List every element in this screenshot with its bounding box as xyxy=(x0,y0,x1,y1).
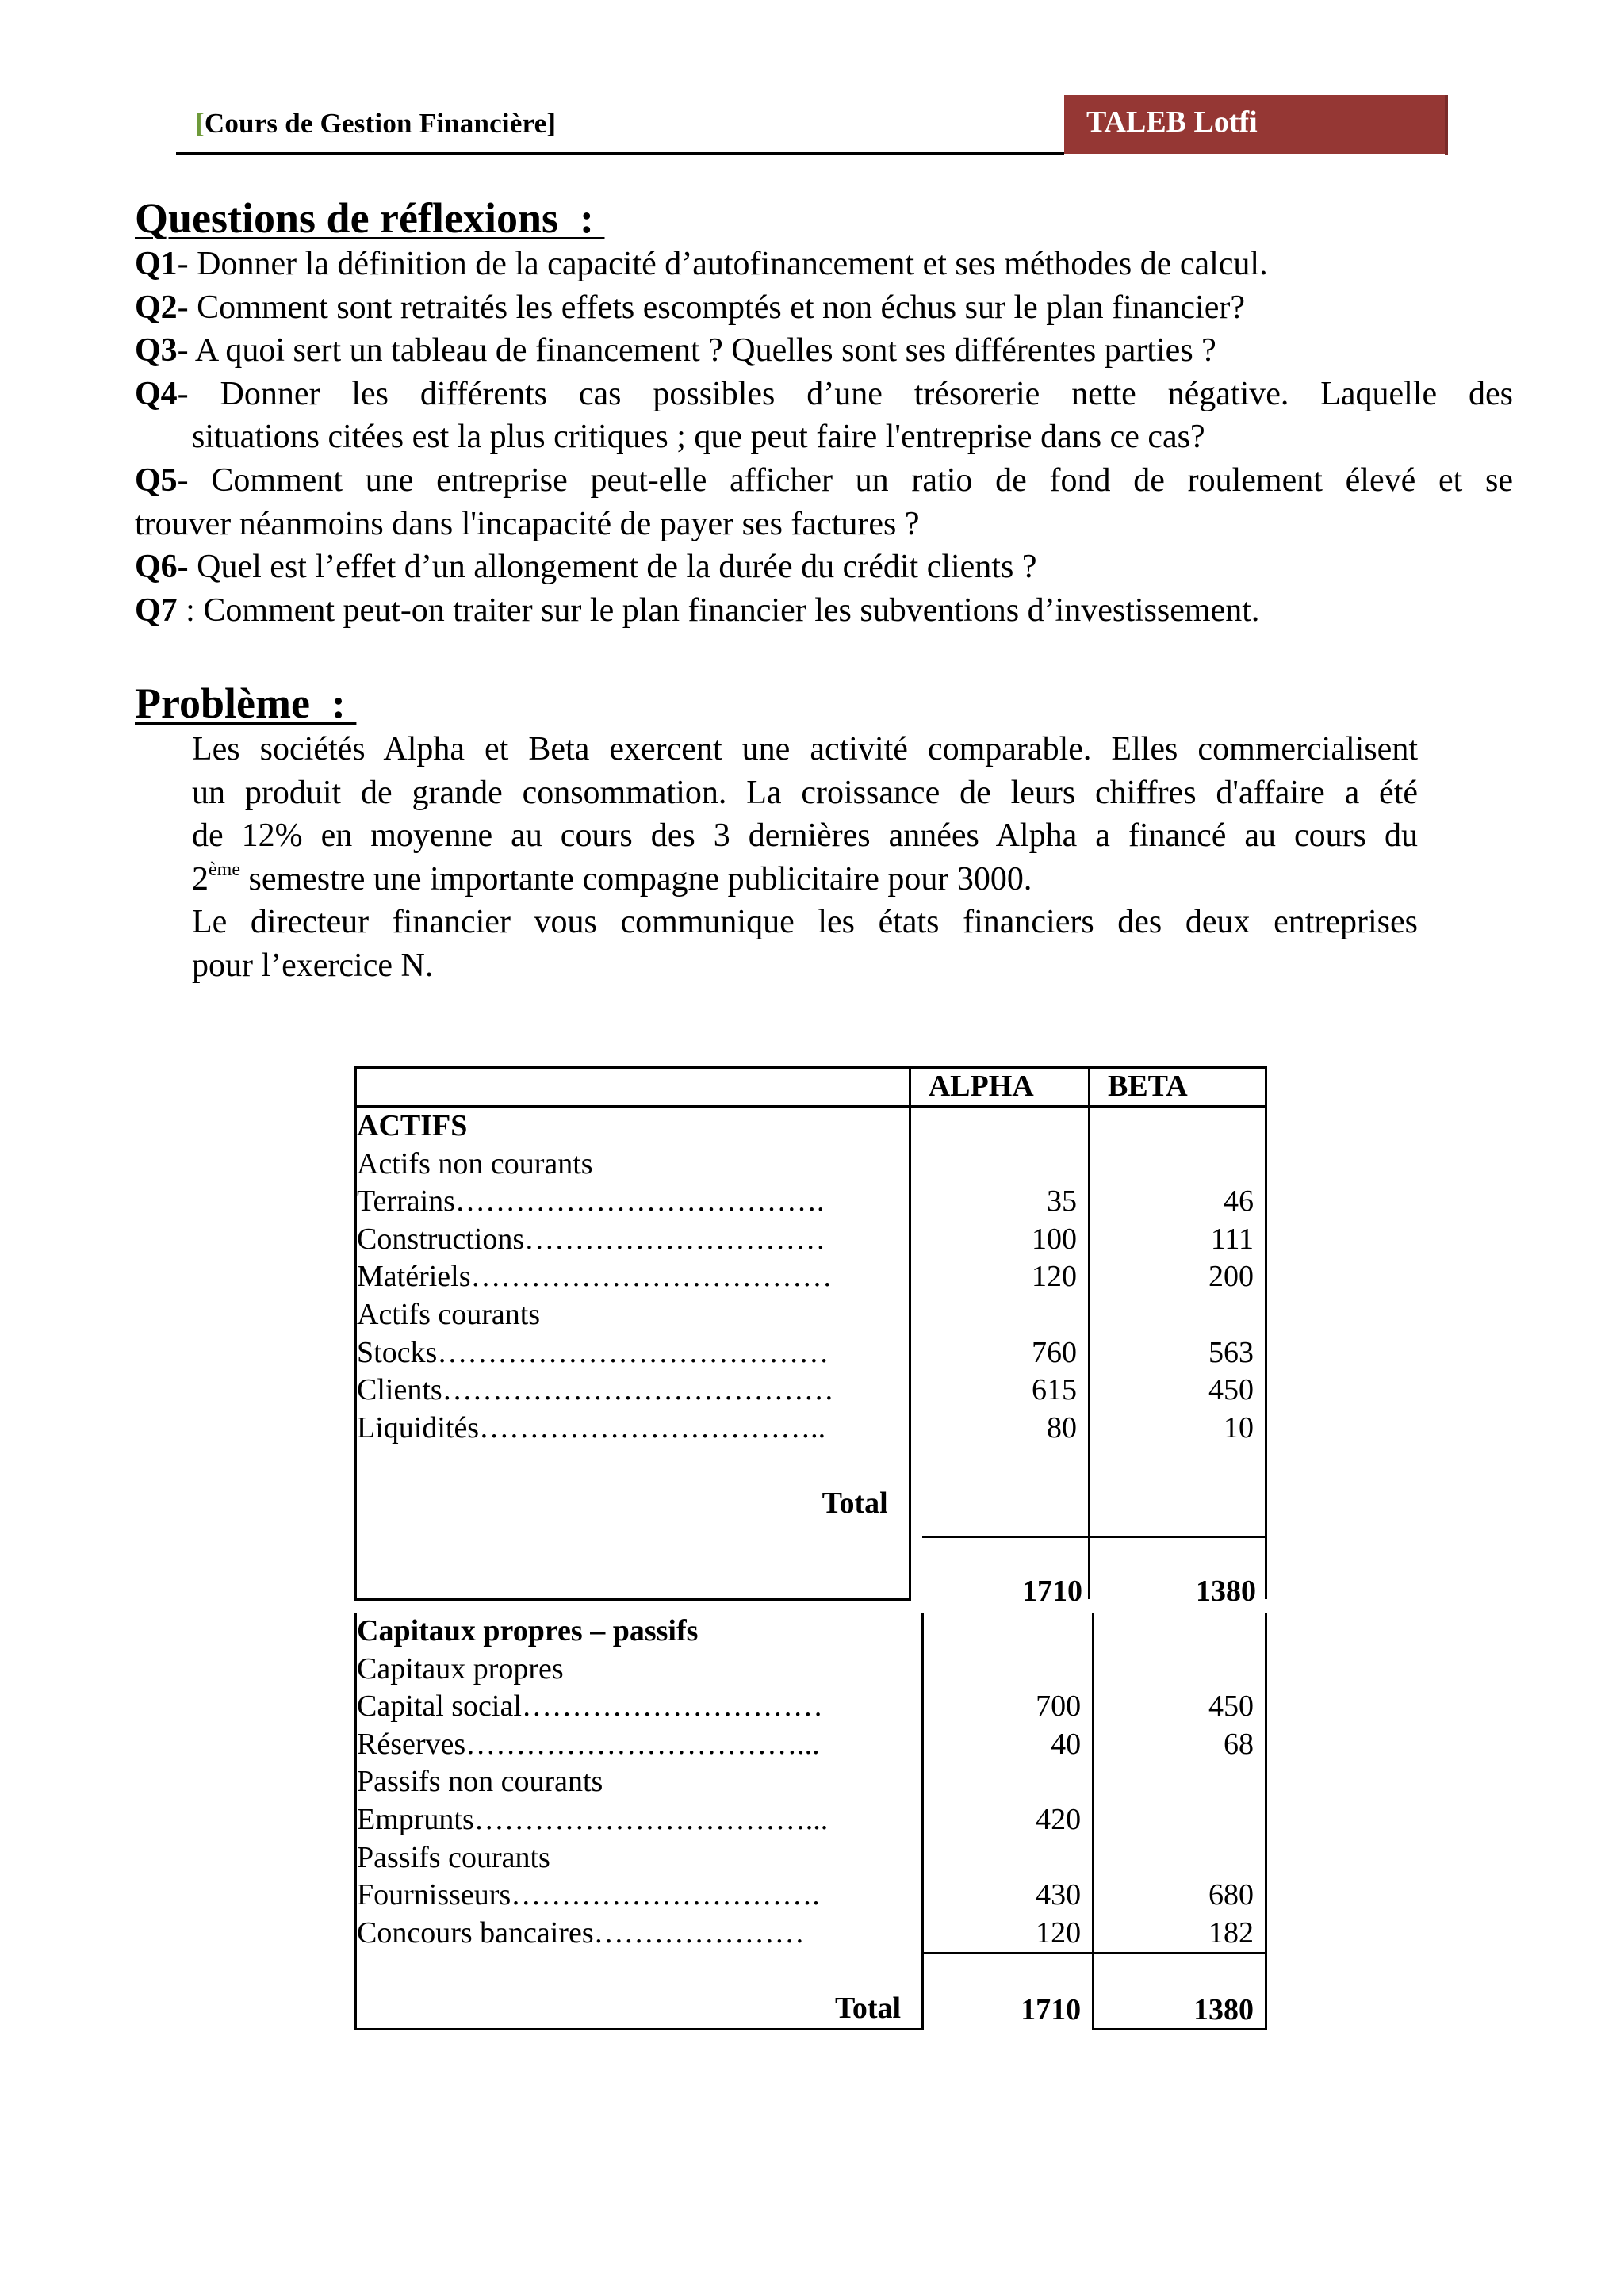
alpha-value xyxy=(924,1763,1092,1801)
beta-value xyxy=(1094,1801,1265,1839)
beta-value xyxy=(1090,1296,1265,1334)
actifs-labels xyxy=(356,1107,910,1600)
beta-value: 10 xyxy=(1224,1410,1254,1445)
passifs-table xyxy=(354,1613,1267,2030)
header-rule xyxy=(176,152,1064,155)
passifs-section xyxy=(356,1613,1266,2029)
alpha-value: 700 xyxy=(1036,1689,1082,1724)
alpha-value: 120 xyxy=(1031,1260,1077,1294)
header-course-text: Cours de Gestion Financière xyxy=(204,108,547,139)
actifs-total-beta: 1380 xyxy=(1196,1575,1256,1608)
actifs-row-label: Constructions………………………… xyxy=(357,1222,826,1256)
beta-value: 111 xyxy=(1210,1222,1254,1256)
financial-statements-table xyxy=(354,1066,1267,1601)
beta-value: 450 xyxy=(1208,1689,1254,1724)
actifs-row-label: Actifs non courants xyxy=(357,1146,593,1181)
actifs-alpha-values xyxy=(910,1107,1089,1600)
beta-value: 450 xyxy=(1208,1373,1254,1407)
beta-value: 680 xyxy=(1208,1878,1254,1912)
probleme-line-6: pour l’exercice N. xyxy=(192,947,434,984)
alpha-value xyxy=(911,1146,1088,1184)
actifs-row-label: Terrains………………………………. xyxy=(357,1184,825,1219)
question-3: Q3- A quoi sert un tableau de financement ? Quelles sont ses différentes parties ? xyxy=(135,332,1216,369)
beta-value xyxy=(1094,1839,1265,1877)
probleme-line-1: Les sociétés Alpha et Beta exercent une activité comparable. Elles commercialisent xyxy=(192,731,1418,767)
question-6: Q6- Quel est l’effet d’un allongement de la durée du crédit clients ? xyxy=(135,549,1037,586)
actifs-row-label: Actifs courants xyxy=(357,1297,541,1331)
header-course-title xyxy=(195,108,556,140)
passifs-row-label: Réserves……………………………... xyxy=(357,1727,820,1761)
questions-list xyxy=(135,243,1513,632)
question-2: Q2- Comment sont retraités les effets escomptés et non échus sur le plan financier? xyxy=(135,289,1245,326)
question-1: Q1- Donner la définition de la capacité d’autofinancement et ses méthodes de calcul. xyxy=(135,246,1268,282)
passifs-row-label: Concours bancaires………………… xyxy=(357,1915,805,1950)
actifs-row-label: Matériels……………………………… xyxy=(357,1260,833,1294)
passifs-row-label: Passifs non courants xyxy=(357,1765,603,1799)
beta-value: 200 xyxy=(1208,1260,1254,1294)
header-author: TALEB Lotfi xyxy=(1086,105,1258,139)
actifs-row-label: Stocks………………………………… xyxy=(357,1335,829,1369)
passifs-row-label: Capitaux propres xyxy=(357,1651,564,1686)
passifs-total-alpha: 1710 xyxy=(1021,1992,1082,2026)
beta-value: 46 xyxy=(1224,1184,1254,1219)
passifs-row-label: Emprunts……………………………... xyxy=(357,1802,829,1836)
actifs-heading: ACTIFS xyxy=(357,1109,468,1142)
passifs-labels xyxy=(356,1613,923,2029)
probleme-line-2: un produit de grande consommation. La croissance de leurs chiffres d'affaire a été xyxy=(192,774,1418,811)
alpha-value: 100 xyxy=(1031,1222,1077,1256)
question-5: Q5- Comment une entreprise peut-elle afficher un ratio de fond de roulement élevé et se xyxy=(135,461,1513,499)
probleme-line-5: Le directeur financier vous communique les états financiers des deux entreprises xyxy=(192,904,1418,941)
questions-title: Questions de réflexions : xyxy=(135,194,605,242)
question-5-continuation: trouver néanmoins dans l'incapacité de payer ses factures ? xyxy=(135,505,920,542)
beta-value xyxy=(1094,1763,1265,1801)
alpha-value: 430 xyxy=(1036,1878,1082,1912)
alpha-value: 760 xyxy=(1031,1335,1077,1369)
alpha-value xyxy=(924,1651,1092,1689)
alpha-value: 420 xyxy=(1036,1802,1082,1836)
alpha-value xyxy=(911,1296,1088,1334)
passifs-alpha-values xyxy=(923,1613,1094,2029)
passifs-beta-values xyxy=(1094,1613,1266,2029)
passifs-total-label: Total xyxy=(835,1991,902,2025)
beta-value xyxy=(1090,1146,1265,1184)
beta-value: 563 xyxy=(1208,1335,1254,1369)
probleme-title: Problème : xyxy=(135,679,357,727)
alpha-value: 35 xyxy=(1046,1184,1077,1219)
alpha-value: 120 xyxy=(1036,1915,1082,1950)
alpha-value: 40 xyxy=(1051,1727,1082,1761)
table-header-row xyxy=(356,1068,1266,1107)
beta-value: 68 xyxy=(1224,1727,1254,1761)
actifs-beta-values xyxy=(1089,1107,1266,1600)
passifs-row-label: Capital social………………………… xyxy=(357,1689,823,1724)
actifs-row-label: Clients………………………………… xyxy=(357,1373,834,1407)
passifs-total-beta: 1380 xyxy=(1193,1992,1254,2026)
question-7: Q7 : Comment peut-on traiter sur le plan financier les subventions d’investissement. xyxy=(135,591,1260,629)
beta-value: 182 xyxy=(1208,1915,1254,1950)
column-beta: BETA xyxy=(1089,1068,1266,1107)
actifs-total-alpha: 1710 xyxy=(1022,1575,1082,1608)
header-author-shadow xyxy=(1445,95,1448,155)
passifs-row-label: Fournisseurs…………………………. xyxy=(357,1878,820,1912)
column-alpha: ALPHA xyxy=(910,1068,1089,1107)
header-bracket-close: ] xyxy=(546,108,557,139)
beta-value xyxy=(1094,1651,1265,1689)
probleme-line-3: de 12% en moyenne au cours des 3 dernières années Alpha a financé au cours du xyxy=(192,817,1418,855)
actifs-total-label: Total xyxy=(822,1486,888,1520)
header-author-box xyxy=(1064,95,1448,154)
header-bracket-open: [ xyxy=(195,108,205,139)
actifs-row-label: Liquidités…………………………….. xyxy=(357,1410,826,1445)
probleme-text xyxy=(192,728,1418,988)
alpha-value xyxy=(924,1839,1092,1877)
passifs-row-label: Passifs courants xyxy=(357,1840,550,1874)
header-empty-cell xyxy=(356,1068,910,1107)
question-4-continuation: situations citées est la plus critiques ; que peut faire l'entreprise dans ce cas? xyxy=(192,419,1205,456)
alpha-value: 615 xyxy=(1031,1373,1077,1407)
question-4: Q4- Donner les différents cas possibles d’une trésorerie nette négative. Laquelle des xyxy=(135,375,1513,412)
alpha-value: 80 xyxy=(1046,1410,1077,1445)
probleme-line-4: 2ème semestre une importante compagne publicitaire pour 3000. xyxy=(192,859,1032,897)
actifs-section xyxy=(356,1107,1266,1600)
passifs-heading: Capitaux propres – passifs xyxy=(357,1614,699,1647)
